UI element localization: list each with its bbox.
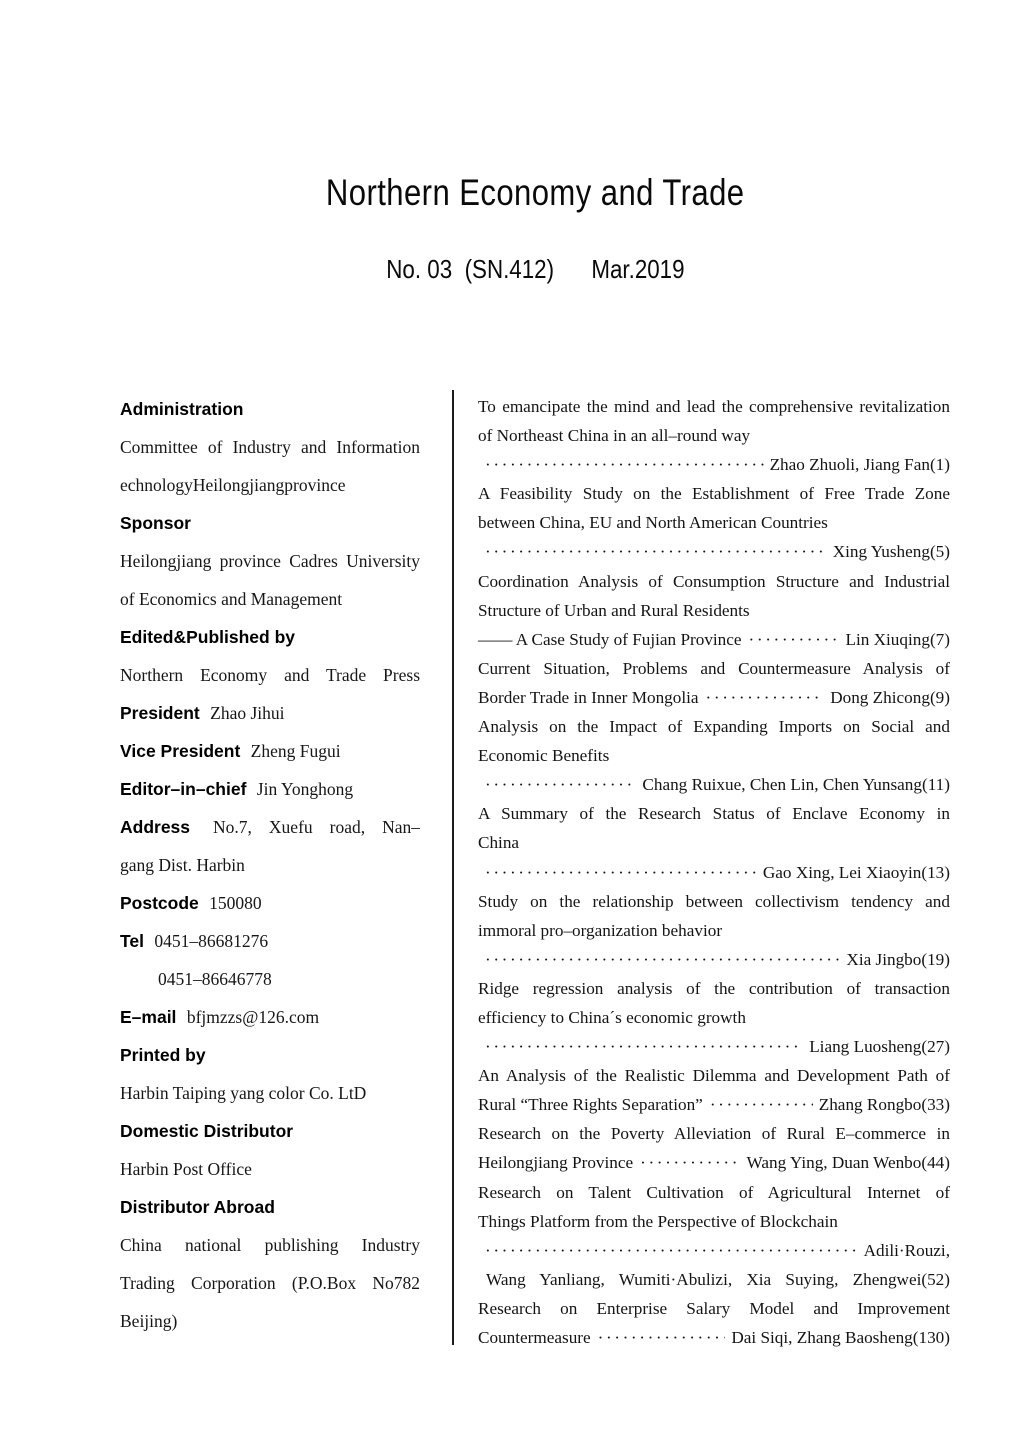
table-of-contents [478,392,950,1352]
toc-line [478,945,950,974]
toc-line: China [478,833,520,853]
toc-line: Research on Enterprise Salary Model and Improvement [478,1298,950,1318]
masthead-label: Printed by [120,1045,206,1065]
masthead-label: Tel [120,931,144,951]
title-block [120,172,950,214]
toc-authors: Liang Luosheng(27) [809,1037,950,1057]
toc-line: Economic Benefits [478,746,610,766]
toc-line: Wang Yanliang, Wumiti·Abulizi, Xia Suying, Zhengwei(52) [486,1269,950,1289]
column-divider [452,390,454,1345]
toc-line: efficiency to China´s economic growth [478,1007,746,1027]
toc-authors: Dai Siqi, Zhang Baosheng(130) [731,1328,950,1347]
masthead-label: Distributor Abroad [120,1197,275,1217]
masthead-section-label [120,390,420,428]
masthead-label: Edited&Published by [120,627,296,647]
dot-leader [598,1323,726,1352]
masthead-line: Northern Economy and Trade Press [120,665,420,685]
toc-line: between China, EU and North American Countries [478,513,828,533]
toc-authors: Dong Zhicong(9) [830,687,950,707]
dot-leader [485,1236,858,1265]
toc-authors: Xia Jingbo(19) [846,949,950,969]
masthead-line: Vice President Zheng Fugui [120,741,341,761]
toc-line: Research on Talent Cultivation of Agricultural Internet of [478,1182,950,1202]
dot-leader [485,1032,803,1061]
toc-line: Analysis on the Impact of Expanding Imports on Social and [478,717,950,737]
toc-line: of Northeast China in an all–round way [478,426,751,446]
dot-leader [706,683,825,712]
masthead-label: Administration [120,399,244,419]
toc-line: Heilongjiang Province ····· Wang Ying, Duan Wenbo(44) [478,1148,950,1177]
masthead-line: Committee of Industry and Information [120,437,420,457]
masthead-label: Sponsor [120,513,191,533]
masthead-column [120,390,420,1340]
masthead-line: gang Dist. Harbin [120,855,245,875]
masthead-line: Editor–in–chief Jin Yonghong [120,779,354,799]
toc-line [478,537,950,566]
masthead-line: echnologyHeilongjiangprovince [120,475,346,495]
dot-leader [749,625,840,654]
toc-authors: Gao Xing, Lei Xiaoyin(13) [762,862,950,882]
toc-authors: Zhang Rongbo(33) [818,1095,950,1115]
masthead-section-label [120,618,420,656]
masthead-label: Vice President [120,741,241,761]
dot-leader [640,1148,740,1177]
toc-authors: Adili·Rouzi, [863,1240,950,1260]
toc-line: A Feasibility Study on the Establishment of Free Trade Zone [478,484,950,504]
toc-line [478,858,950,887]
toc-line: Countermeasure ····· Dai Siqi, Zhang Baosheng(130) [478,1323,950,1352]
masthead-line: Harbin Post Office [120,1159,252,1179]
toc-line: Study on the relationship between collectivism tendency and [478,891,950,911]
toc-line: Coordination Analysis of Consumption Structure and Industrial [478,571,950,591]
masthead-label: Address [120,817,191,837]
masthead-line: Address No.7, Xuefu road, Nan– [120,817,421,837]
masthead-label: President [120,703,200,723]
toc-line: Border Trade in Inner Mongolia ····· Dong Zhicong(9) [478,683,950,712]
masthead-line: Heilongjiang province Cadres University [120,551,420,571]
masthead-line: Tel 0451–86681276 [120,931,269,951]
toc-authors: Chang Ruixue, Chen Lin, Chen Yunsang(11) [642,775,950,795]
issue-line: No. 03 (SN.412) Mar.2019 [385,254,685,284]
toc-line: Rural “Three Rights Separation” ····· Zhang Rongbo(33) [478,1090,950,1119]
masthead-label: Editor–in–chief [120,779,247,799]
masthead-label: E–mail [120,1007,177,1027]
toc-line: To emancipate the mind and lead the comprehensive revitalization [478,397,950,416]
masthead-line: Beijing) [120,1311,178,1331]
dot-leader [485,450,764,479]
toc-authors: Lin Xiuqing(7) [845,629,950,649]
toc-line: Structure of Urban and Rural Residents [478,600,750,620]
masthead-label: Postcode [120,893,199,913]
dot-leader [485,945,840,974]
toc-line: A Summary of the Research Status of Enclave Economy in [478,804,950,824]
toc-authors: Xing Yusheng(5) [832,542,950,562]
masthead-line: 0451–86646778 [158,969,272,989]
masthead-line: China national publishing Industry [120,1235,420,1255]
toc-line: Things Platform from the Perspective of Blockchain [478,1211,838,1231]
toc-authors: Wang Ying, Duan Wenbo(44) [746,1153,950,1173]
toc-line [478,450,950,479]
masthead-section-label [120,1036,420,1074]
dot-leader [485,537,827,566]
masthead-section-label [120,1112,420,1150]
dot-leader [485,858,757,887]
masthead-line: President Zhao Jihui [120,703,285,723]
masthead-line: Postcode 150080 [120,893,262,913]
toc-line: —— A Case Study of Fujian Province ····· Lin Xiuqing(7) [478,625,950,654]
dot-leader [485,770,636,799]
toc-line: Research on the Poverty Alleviation of Rural E–commerce in [478,1124,950,1144]
toc-authors: Zhao Zhuoli, Jiang Fan(1) [769,455,950,475]
masthead-section-label [120,504,420,542]
masthead-line: of Economics and Management [120,589,343,609]
masthead-line: E–mail bfjmzzs@126.com [120,1007,320,1027]
toc-line: An Analysis of the Realistic Dilemma and Development Path of [478,1066,950,1086]
masthead-line: Harbin Taiping yang color Co. LtD [120,1083,367,1103]
issue-block [120,254,950,285]
toc-line [478,770,950,799]
toc-line [478,1236,950,1265]
toc-line: Current Situation, Problems and Countermeasure Analysis of [478,658,950,678]
toc-line: immoral pro–organization behavior [478,920,723,940]
masthead-label: Domestic Distributor [120,1121,294,1141]
toc-line [478,1032,950,1061]
toc-line: Ridge regression analysis of the contribution of transaction [478,978,950,998]
dot-leader [710,1090,813,1119]
journal-title: Northern Economy and Trade [325,172,745,213]
masthead-section-label [120,1188,420,1226]
masthead-line: Trading Corporation (P.O.Box No782 [120,1273,420,1293]
